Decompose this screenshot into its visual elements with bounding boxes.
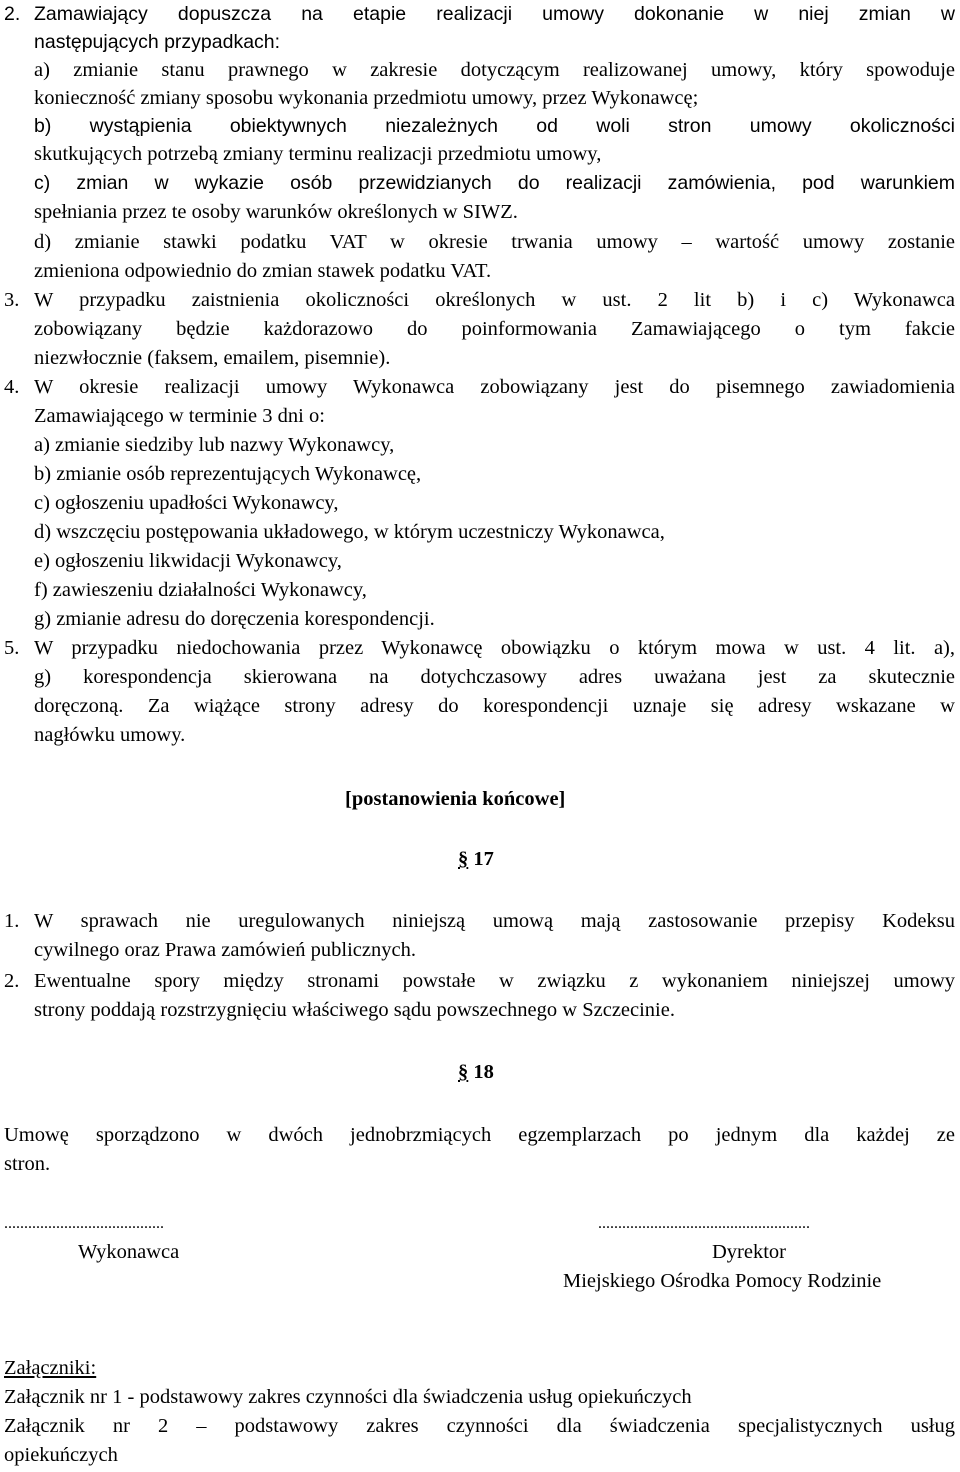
p3-line: zobowiązany będzie każdorazowo do poinformowania Zamawiającego o tym fakcie <box>34 318 955 340</box>
section-heading: [postanowienia końcowe] <box>345 788 566 810</box>
p4-line: d) wszczęciu postępowania układowego, w którym uczestniczy Wykonawca, <box>34 521 665 543</box>
p2-line: b) wystąpienia obiektywnych niezależnych od woli stron umowy okoliczności <box>34 115 955 137</box>
attachment-item-continued: opiekuńczych <box>4 1444 118 1466</box>
p2-number: 2. <box>4 3 21 25</box>
p2-line: spełniania przez te osoby warunków określonych w SIWZ. <box>34 201 518 223</box>
attachments-heading: Załączniki: <box>4 1357 97 1379</box>
p4-line: a) zmianie siedziby lub nazwy Wykonawcy, <box>34 434 395 456</box>
p2-line: a) zmianie stanu prawnego w zakresie dotyczącym realizowanej umowy, który spowoduje <box>34 59 955 81</box>
p2-line: następujących przypadkach: <box>34 31 281 53</box>
s18-line: stron. <box>4 1153 51 1175</box>
signature-line-left: ........................................ <box>4 1215 164 1232</box>
p3-number: 3. <box>4 289 20 311</box>
p4-number: 4. <box>4 376 20 398</box>
section-17-heading <box>458 845 494 874</box>
p5-number: 5. <box>4 637 20 659</box>
signature-line-right: ..................................................... <box>598 1215 810 1232</box>
s17p2-line: Ewentualne spory między stronami powstałe w związku z wykonaniem niniejszej umowy <box>34 970 955 992</box>
p4-line: e) ogłoszeniu likwidacji Wykonawcy, <box>34 550 342 572</box>
p4-line: b) zmianie osób reprezentujących Wykonawcę, <box>34 463 422 485</box>
p4-line: c) ogłoszeniu upadłości Wykonawcy, <box>34 492 339 514</box>
p2-line: c) zmian w wykazie osób przewidzianych do realizacji zamówienia, pod warunkiem <box>34 172 955 194</box>
p3-line: W przypadku zaistnienia okoliczności określonych w ust. 2 lit b) i c) Wykonawca <box>34 289 955 311</box>
p4-line: g) zmianie adresu do doręczenia korespondencji. <box>34 608 435 630</box>
s17p1-number: 1. <box>4 910 20 932</box>
attachment-item: Załącznik nr 1 - podstawowy zakres czynności dla świadczenia usług opiekuńczych <box>4 1386 692 1408</box>
section-number: 18 <box>473 1061 494 1083</box>
p2-line: Zamawiający dopuszcza na etapie realizacji umowy dokonanie w niej zmian w <box>34 3 955 25</box>
p5-line: doręczoną. Za wiążące strony adresy do korespondencji uznaje się adresy wskazane w <box>34 695 955 717</box>
s17p1-line: W sprawach nie uregulowanych niniejszą umową mają zastosowanie przepisy Kodeksu <box>34 910 955 932</box>
s17p2-number: 2. <box>4 970 20 992</box>
p2-line: skutkujących potrzebą zmiany terminu realizacji przedmiotu umowy, <box>34 143 602 165</box>
p3-line: niezwłocznie (faksem, emailem, pisemnie). <box>34 347 391 369</box>
section-number: 17 <box>473 848 494 870</box>
s17p1-line: cywilnego oraz Prawa zamówień publicznych. <box>34 939 416 961</box>
attachment-item: Załącznik nr 2 – podstawowy zakres czynności dla świadczenia specjalistycznych usług <box>4 1415 955 1437</box>
signature-label-contractor: Wykonawca <box>78 1241 180 1263</box>
s18-line: Umowę sporządzono w dwóch jednobrzmiących egzemplarzach po jednym dla każdej ze <box>4 1124 955 1146</box>
paragraph-sign: § <box>458 1061 469 1083</box>
p5-line: nagłówku umowy. <box>34 724 186 746</box>
paragraph-sign: § <box>458 848 469 870</box>
p2-line: zmieniona odpowiednio do zmian stawek podatku VAT. <box>34 260 492 282</box>
p4-line: f) zawieszeniu działalności Wykonawcy, <box>34 579 367 601</box>
p4-line: Zamawiającego w terminie 3 dni o: <box>34 405 325 427</box>
p5-line: g) korespondencja skierowana na dotychczasowy adres uważana jest za skutecznie <box>34 666 955 688</box>
p5-line: W przypadku niedochowania przez Wykonawcę obowiązku o którym mowa w ust. 4 lit. a), <box>34 637 955 659</box>
p2-line: d) zmianie stawki podatku VAT w okresie trwania umowy – wartość umowy zostanie <box>34 231 955 253</box>
signature-organization: Miejskiego Ośrodka Pomocy Rodzinie <box>563 1270 882 1292</box>
signature-label-director: Dyrektor <box>712 1241 787 1263</box>
p4-line: W okresie realizacji umowy Wykonawca zobowiązany jest do pisemnego zawiadomienia <box>34 376 955 398</box>
section-18-heading <box>458 1058 494 1087</box>
s17p2-line: strony poddają rozstrzygnięciu właściwego sądu powszechnego w Szczecinie. <box>34 999 675 1021</box>
p2-line: konieczność zmiany sposobu wykonania przedmiotu umowy, przez Wykonawcę; <box>34 87 699 109</box>
